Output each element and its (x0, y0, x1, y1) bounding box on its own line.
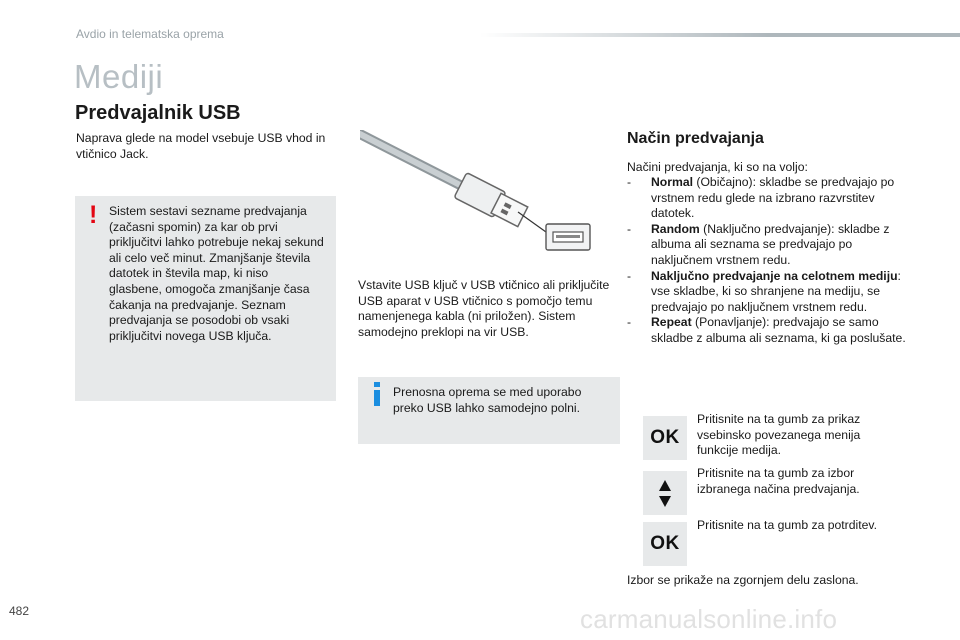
usb-instructions: Vstavite USB ključ v USB vtičnico ali priključite USB aparat v USB vtičnico s pomočjo temu namenjenega kabla (ni priložen). Sistem samodejno preklopi na vir USB. (358, 278, 610, 339)
info-icon (373, 382, 381, 406)
ok-button: OK (643, 522, 687, 566)
footer-note: Izbor se prikaže na zgornjem delu zaslona. (627, 573, 859, 587)
usb-plug-icon (360, 130, 600, 260)
playback-modes-intro: Načini predvajanja, ki so na voljo: (627, 160, 808, 174)
watermark: carmanualsonline.info (580, 604, 838, 634)
header-divider (480, 33, 960, 37)
mode-description: (Ponavljanje): predvajajo se samo skladbe z albuma ali seznama, ki ga poslušate. (651, 315, 906, 345)
usb-plug-illustration (360, 130, 600, 260)
ok-button: OK (643, 416, 687, 460)
mode-name: Random (651, 221, 700, 236)
subsection-title: Predvajalnik USB (75, 102, 241, 124)
mode-name: Naključno predvajanje na celotnem mediju (651, 268, 898, 283)
step-instruction: Pritisnite na ta gumb za izbor izbranega načina predvajanja. (697, 466, 860, 496)
list-item: - Random (Naključno predvajanje): skladbe z albuma ali seznama se predvajajo po naključnem vrstnem redu. (627, 221, 890, 267)
info-text: Prenosna oprema se med uporabo preko USB lahko samodejno polni. (393, 385, 582, 415)
page-number: 482 (9, 604, 30, 618)
up-down-arrows-icon (643, 471, 687, 515)
mode-description: : vse skladbe, ki so shranjene na mediju, se predvajajo po naključnem vrstnem redu. (651, 268, 901, 314)
mode-name: Repeat (651, 315, 692, 330)
warning-text: Sistem sestavi sezname predvajanja (začasni spomin) za kar ob prvi priključitvi lahko potrebuje nekaj sekund ali celo več minut. Zmanjšanje števila datotek in števila map, ki niso glasbene, omogoča zmanjšanje časa čakanja na predvajanje. Seznam predvajanja se posodobi ob vsaki priključitvi novega USB ključa. (109, 204, 324, 343)
step-instruction: Pritisnite na ta gumb za prikaz vsebinsko povezanega menija funkcije medija. (697, 412, 861, 458)
mode-name: Normal (651, 175, 693, 189)
section-title: Mediji (74, 58, 164, 95)
step-instruction: Pritisnite na ta gumb za potrditev. (697, 518, 877, 532)
mode-description: (Naključno predvajanje): skladbe z albuma ali seznama se predvajajo po naključnem vrstnem redu. (651, 221, 890, 267)
intro-text: Naprava glede na model vsebuje USB vhod in vtičnico Jack. (76, 131, 326, 161)
list-item: - Naključno predvajanje na celotnem mediju: vse skladbe, ki so shranjene na mediju, se predvajajo po naključnem vrstnem redu. (627, 268, 901, 314)
playback-mode-title: Način predvajanja (627, 130, 764, 147)
mode-description: (Običajno): skladbe se predvajajo po vrstnem redu glede na izbrano razvrstitev datotek. (651, 175, 895, 221)
list-item: - Repeat (Ponavljanje): predvajajo se samo skladbe z albuma ali seznama, ki ga poslušate. (627, 315, 906, 345)
list-item: - Normal (Običajno): skladbe se predvajajo po vrstnem redu glede na izbrano razvrstitev datotek. (627, 175, 895, 221)
chapter-title: Avdio in telematska oprema (76, 27, 224, 41)
arrow-down-icon (659, 496, 671, 507)
playback-mode-list (627, 175, 917, 347)
warning-icon: ! (89, 201, 98, 229)
arrow-up-icon (659, 480, 671, 491)
